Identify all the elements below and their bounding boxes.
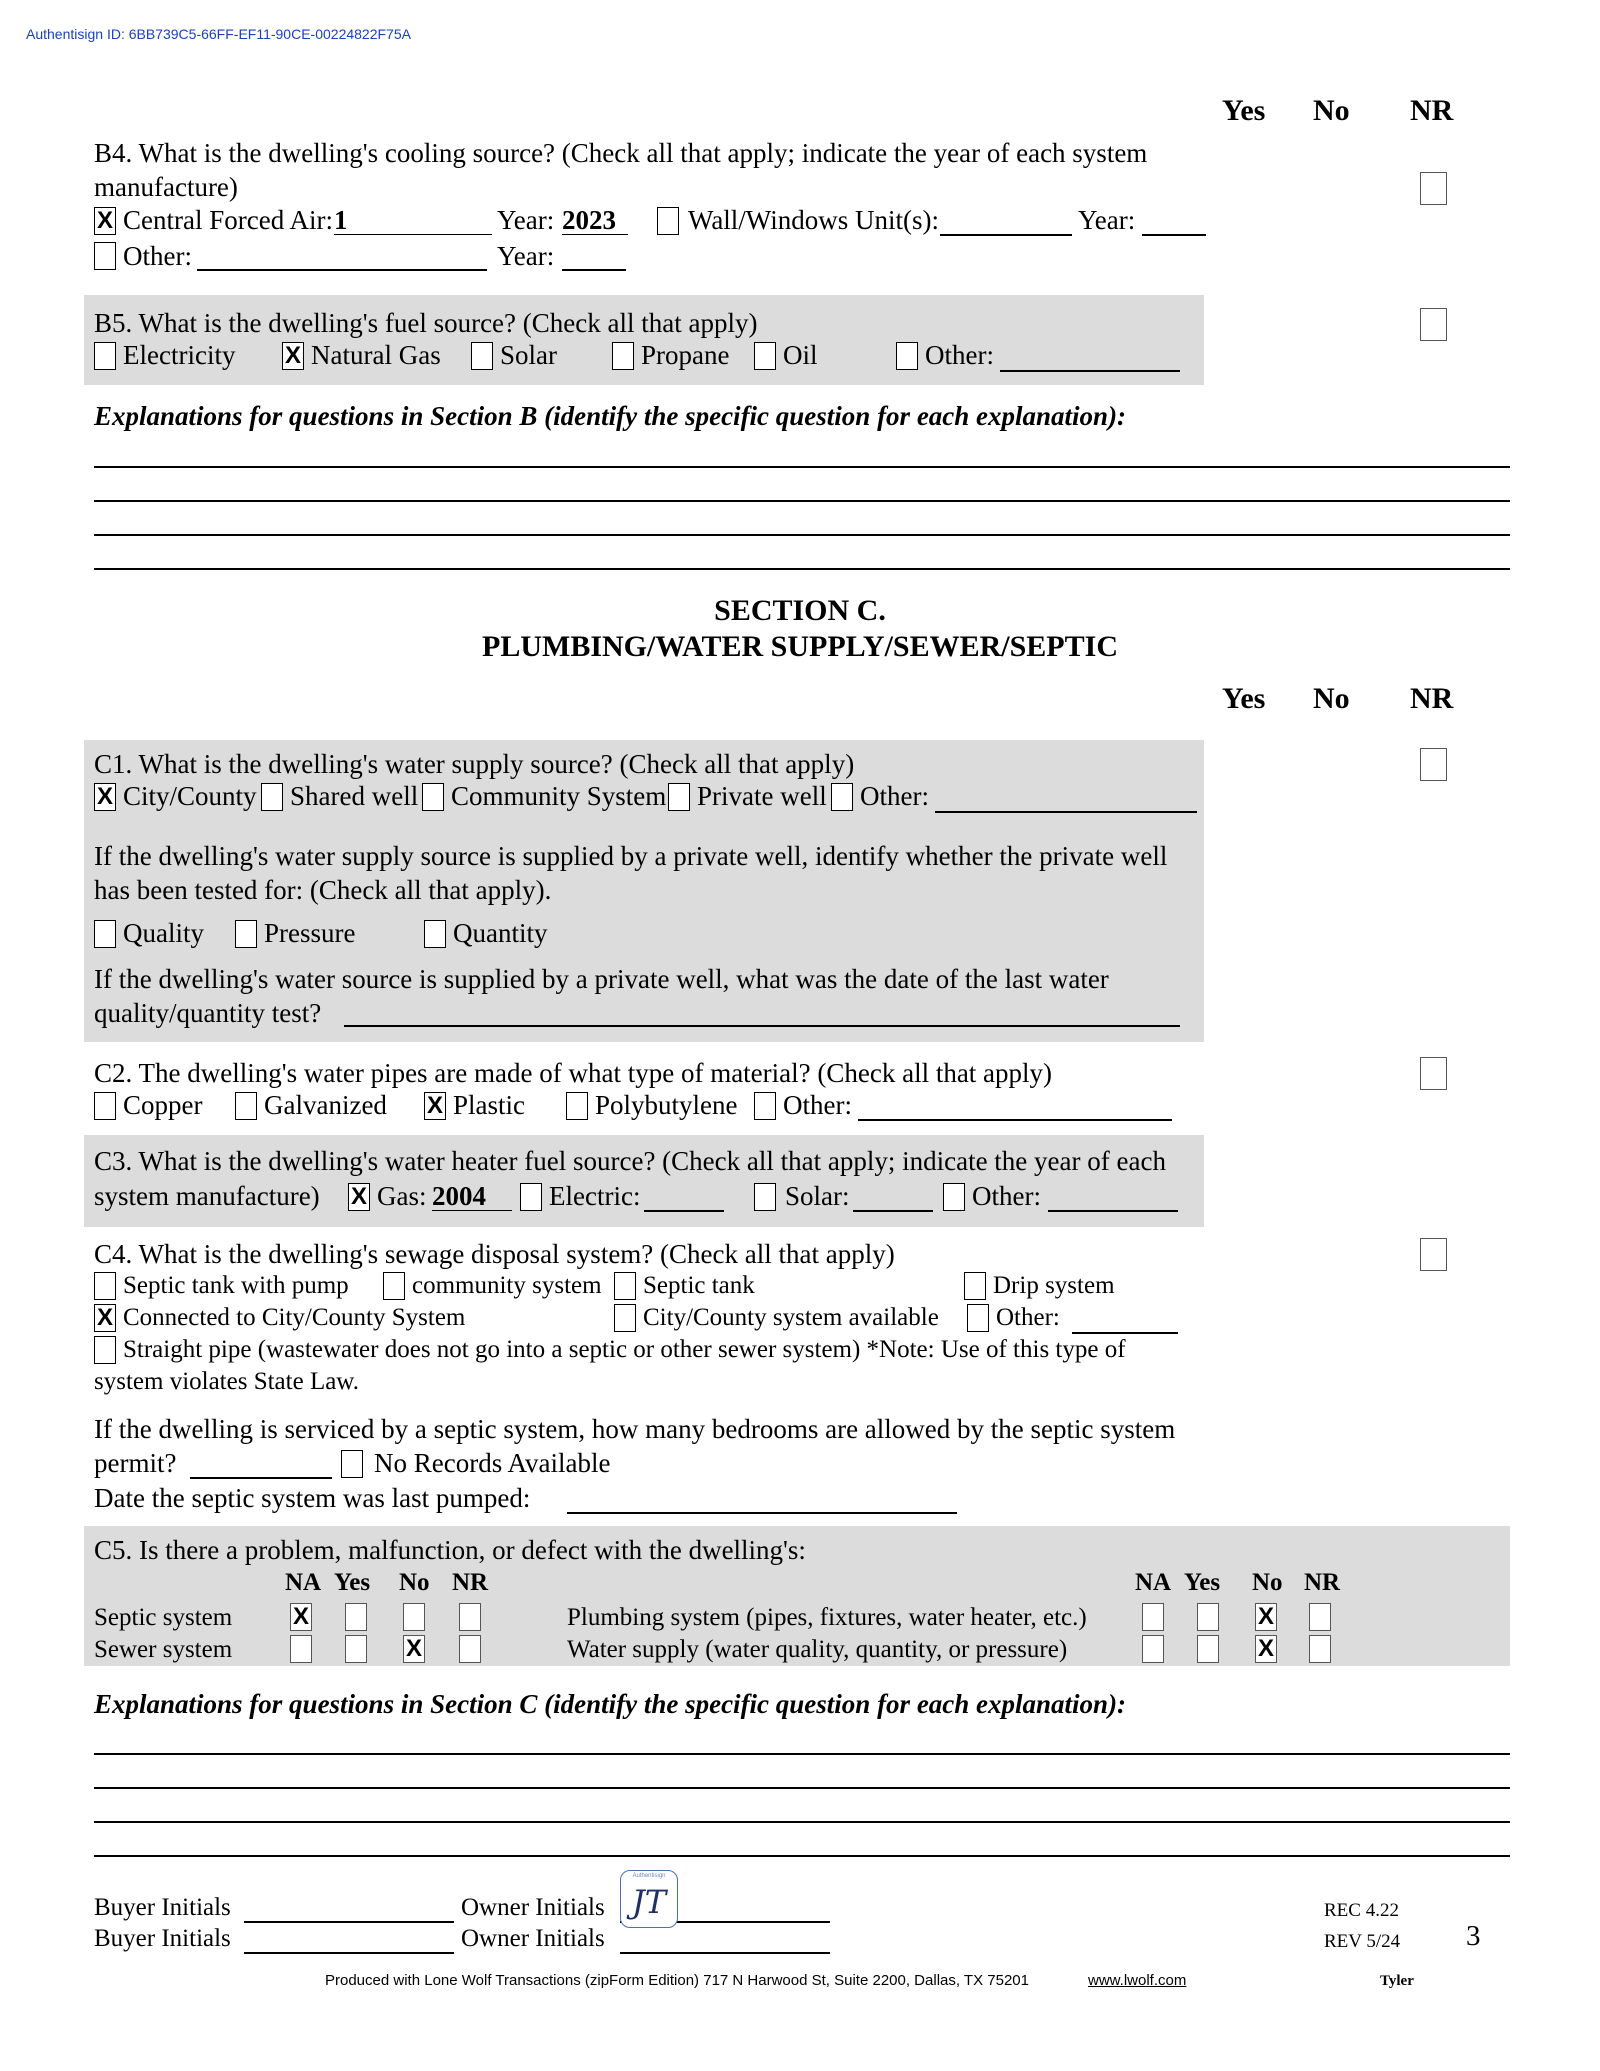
c3-gas-label: Gas:: [377, 1181, 427, 1211]
b5-oil-label: Oil: [783, 340, 818, 370]
c4-drip-label: Drip system: [993, 1272, 1115, 1299]
c2-copper-checkbox[interactable]: [94, 1092, 116, 1120]
b5-electricity-label: Electricity: [123, 340, 236, 370]
c3-electric-checkbox[interactable]: [520, 1183, 542, 1211]
b4-wall-year-field: [1142, 234, 1206, 236]
b4-other-label: Other:: [123, 241, 192, 271]
c1-community-checkbox[interactable]: [422, 783, 444, 811]
c1-date-line2: quality/quantity test?: [94, 998, 322, 1028]
c2-galvanized-label: Galvanized: [264, 1090, 387, 1120]
owner-initials-label-1: Owner Initials: [461, 1894, 605, 1921]
explain-c-heading: Explanations for questions in Section C (identify the specific question for each explanation):: [94, 1689, 1127, 1719]
c4-other-checkbox[interactable]: [967, 1304, 989, 1332]
c3-solar-field: [853, 1210, 933, 1212]
c1-nr-checkbox[interactable]: [1420, 748, 1447, 781]
c4-septic-tank-label: Septic tank: [643, 1272, 755, 1299]
section-c-title: SECTION C.: [714, 594, 886, 627]
b4-question-line2: manufacture): [94, 172, 238, 202]
c4-available-label: City/County system available: [643, 1304, 939, 1331]
c5-water-nr-checkbox[interactable]: [1309, 1635, 1331, 1663]
c5-septic-yes-checkbox[interactable]: [345, 1603, 367, 1631]
c1-private-well-label: Private well: [697, 781, 827, 811]
c1-city-county-checkbox[interactable]: X: [94, 783, 116, 811]
c5-right-col-na: NA: [1135, 1569, 1172, 1596]
b5-other-field: [1000, 370, 1180, 372]
c1-pressure-label: Pressure: [264, 918, 356, 948]
signature-initials: JT: [631, 1883, 667, 1921]
b4-other-field: [197, 269, 487, 271]
c4-question: C4. What is the dwelling's sewage disposal system? (Check all that apply): [94, 1239, 895, 1269]
c4-septic-pump-label: Septic tank with pump: [123, 1272, 349, 1299]
b4-other-checkbox[interactable]: [94, 242, 116, 270]
col-header-no: No: [1313, 94, 1350, 127]
b5-natural-gas-label: Natural Gas: [311, 340, 441, 370]
col-header-no-c: No: [1313, 682, 1350, 715]
b5-other-label: Other:: [925, 340, 994, 370]
c3-solar-checkbox[interactable]: [754, 1183, 776, 1211]
b4-central-air-checkbox[interactable]: X: [94, 207, 116, 235]
c4-community-label: community system: [412, 1272, 602, 1299]
c1-quantity-checkbox[interactable]: [424, 920, 446, 948]
c5-water-yes-checkbox[interactable]: [1197, 1635, 1219, 1663]
c5-plumbing-label: Plumbing system (pipes, fixtures, water heater, etc.): [567, 1604, 1087, 1631]
c4-no-records-label: No Records Available: [374, 1448, 611, 1478]
c2-polybutylene-checkbox[interactable]: [566, 1092, 588, 1120]
c3-line1: C3. What is the dwelling's water heater fuel source? (Check all that apply; indicate the year of each: [94, 1146, 1166, 1176]
c2-polybutylene-label: Polybutylene: [595, 1090, 738, 1120]
b4-wall-unit-checkbox[interactable]: [657, 207, 679, 235]
c3-electric-label: Electric:: [549, 1181, 641, 1211]
c4-bedrooms-field: [190, 1477, 332, 1479]
c2-nr-checkbox[interactable]: [1420, 1057, 1447, 1090]
c5-water-na-checkbox[interactable]: [1142, 1635, 1164, 1663]
b4-year-field: 2023: [562, 204, 628, 235]
c5-question: C5. Is there a problem, malfunction, or defect with the dwelling's:: [94, 1535, 806, 1565]
owner-initials-signature[interactable]: [620, 1870, 678, 1928]
b4-other-year-field: [562, 269, 626, 271]
c2-other-checkbox[interactable]: [754, 1092, 776, 1120]
c1-question: C1. What is the dwelling's water supply source? (Check all that apply): [94, 749, 855, 779]
c2-plastic-checkbox[interactable]: X: [424, 1092, 446, 1120]
c1-date-field: [344, 1025, 1180, 1027]
c3-solar-label: Solar:: [785, 1181, 850, 1211]
c5-water-supply-label: Water supply (water quality, quantity, or pressure): [567, 1636, 1068, 1663]
buyer-initials-label-2: Buyer Initials: [94, 1925, 231, 1952]
col-header-nr: NR: [1410, 94, 1454, 127]
c5-right-col-no: No: [1252, 1569, 1283, 1596]
signature-tag: Authentisign: [632, 1873, 666, 1879]
page-number: 3: [1466, 1920, 1481, 1952]
c3-other-label: Other:: [972, 1181, 1041, 1211]
c2-copper-label: Copper: [123, 1090, 203, 1120]
c4-other-label: Other:: [996, 1304, 1060, 1331]
c3-gas-field: 2004: [432, 1180, 512, 1211]
c5-left-col-no: No: [399, 1569, 430, 1596]
produced-with: Produced with Lone Wolf Transactions (zipForm Edition) 717 N Harwood St, Suite 2200, Dallas, TX 75201: [325, 1972, 1029, 1989]
c4-drip-checkbox[interactable]: [964, 1272, 986, 1300]
c1-private-well-checkbox[interactable]: [668, 783, 690, 811]
b5-solar-checkbox[interactable]: [471, 342, 493, 370]
c3-gas-checkbox[interactable]: X: [348, 1183, 370, 1211]
b4-year-label: Year:: [497, 205, 555, 235]
c1-other-checkbox[interactable]: [831, 783, 853, 811]
explain-b-line-1: [94, 466, 1510, 468]
c4-pumped-field: [567, 1512, 957, 1514]
form-rev: REV 5/24: [1324, 1931, 1401, 1952]
b4-other-year-label: Year:: [497, 241, 555, 271]
c1-other-field: [935, 811, 1197, 813]
c5-sewer-na-checkbox[interactable]: [290, 1635, 312, 1663]
c1-well-line1: If the dwelling's water supply source is supplied by a private well, identify whether the private well: [94, 841, 1168, 871]
c5-right-col-yes: Yes: [1184, 1569, 1221, 1596]
c5-septic-no-checkbox[interactable]: [403, 1603, 425, 1631]
c4-pumped-label: Date the septic system was last pumped:: [94, 1483, 531, 1513]
c1-quantity-label: Quantity: [453, 918, 548, 948]
b4-central-air-field: 1: [334, 204, 492, 235]
c4-community-checkbox[interactable]: [383, 1272, 405, 1300]
buyer-initials-field-1[interactable]: [244, 1921, 454, 1923]
explain-c-line-2: [94, 1787, 1510, 1789]
c5-septic-na-checkbox[interactable]: X: [290, 1603, 312, 1631]
b4-wall-unit-field: [940, 234, 1072, 236]
col-header-yes: Yes: [1222, 94, 1266, 127]
c4-straight-pipe-checkbox[interactable]: [94, 1336, 116, 1364]
c4-nr-checkbox[interactable]: [1420, 1238, 1447, 1271]
c3-electric-field: [644, 1210, 724, 1212]
b4-wall-unit-label: Wall/Windows Unit(s):: [688, 205, 939, 235]
c4-other-field: [1072, 1332, 1178, 1334]
c3-other-field: [1048, 1210, 1178, 1212]
c4-septic-tank-checkbox[interactable]: [614, 1272, 636, 1300]
c2-other-label: Other:: [783, 1090, 852, 1120]
explain-b-line-3: [94, 534, 1510, 536]
tyler-label: Tyler: [1380, 1973, 1414, 1989]
buyer-initials-field-2[interactable]: [244, 1952, 454, 1954]
c1-community-label: Community System: [451, 781, 667, 811]
b4-question-line1: B4. What is the dwelling's cooling source? (Check all that apply; indicate the year of each system: [94, 138, 1148, 168]
b5-other-checkbox[interactable]: [896, 342, 918, 370]
c4-no-records-checkbox[interactable]: [341, 1450, 363, 1478]
b5-propane-label: Propane: [641, 340, 730, 370]
c4-connected-checkbox[interactable]: X: [94, 1304, 116, 1332]
c5-sewer-nr-checkbox[interactable]: [459, 1635, 481, 1663]
c2-galvanized-checkbox[interactable]: [235, 1092, 257, 1120]
c5-plumbing-yes-checkbox[interactable]: [1197, 1603, 1219, 1631]
b5-question: B5. What is the dwelling's fuel source? (Check all that apply): [94, 308, 758, 338]
c4-septic-pump-checkbox[interactable]: [94, 1272, 116, 1300]
c5-septic-label: Septic system: [94, 1604, 233, 1631]
b5-electricity-checkbox[interactable]: [94, 342, 116, 370]
form-rec: REC 4.22: [1324, 1900, 1399, 1921]
c5-right-col-nr: NR: [1304, 1569, 1341, 1596]
c5-plumbing-no-checkbox[interactable]: X: [1255, 1603, 1277, 1631]
c5-plumbing-na-checkbox[interactable]: [1142, 1603, 1164, 1631]
b5-natural-gas-checkbox[interactable]: X: [282, 342, 304, 370]
c1-quality-label: Quality: [123, 918, 204, 948]
explain-c-line-3: [94, 1821, 1510, 1823]
c5-sewer-label: Sewer system: [94, 1636, 233, 1663]
section-c-subtitle: PLUMBING/WATER SUPPLY/SEWER/SEPTIC: [482, 630, 1118, 663]
c4-violates: system violates State Law.: [94, 1368, 359, 1395]
explain-b-line-4: [94, 568, 1510, 570]
c1-pressure-checkbox[interactable]: [235, 920, 257, 948]
c5-plumbing-nr-checkbox[interactable]: [1309, 1603, 1331, 1631]
owner-initials-label-2: Owner Initials: [461, 1925, 605, 1952]
c1-quality-checkbox[interactable]: [94, 920, 116, 948]
b4-nr-checkbox[interactable]: [1420, 172, 1447, 205]
authentisign-id: Authentisign ID: 6BB739C5-66FF-EF11-90CE-00224822F75A: [26, 26, 411, 42]
b5-nr-checkbox[interactable]: [1420, 308, 1447, 341]
lwolf-link[interactable]: www.lwolf.com: [1088, 1972, 1187, 1989]
buyer-initials-label-1: Buyer Initials: [94, 1894, 231, 1921]
col-header-nr-c: NR: [1410, 682, 1454, 715]
c5-left-col-na: NA: [285, 1569, 322, 1596]
c1-other-label: Other:: [860, 781, 929, 811]
c5-left-col-yes: Yes: [334, 1569, 371, 1596]
c1-date-line1: If the dwelling's water source is supplied by a private well, what was the date of the last water: [94, 964, 1109, 994]
c1-shared-well-label: Shared well: [290, 781, 419, 811]
explain-c-line-4: [94, 1855, 1510, 1857]
b5-oil-checkbox[interactable]: [754, 342, 776, 370]
c4-available-checkbox[interactable]: [614, 1304, 636, 1332]
c1-shared-well-checkbox[interactable]: [261, 783, 283, 811]
c3-other-checkbox[interactable]: [943, 1183, 965, 1211]
c5-left-col-nr: NR: [452, 1569, 489, 1596]
c4-bedrooms-line2: permit?: [94, 1448, 177, 1478]
b5-propane-checkbox[interactable]: [612, 342, 634, 370]
explain-b-line-2: [94, 500, 1510, 502]
c3-line2: system manufacture): [94, 1181, 320, 1211]
c5-septic-nr-checkbox[interactable]: [459, 1603, 481, 1631]
b5-solar-label: Solar: [500, 340, 557, 370]
explain-b-heading: Explanations for questions in Section B (identify the specific question for each explanation):: [94, 401, 1127, 431]
col-header-yes-c: Yes: [1222, 682, 1266, 715]
owner-initials-field-2[interactable]: [620, 1952, 830, 1954]
c5-sewer-yes-checkbox[interactable]: [345, 1635, 367, 1663]
c5-sewer-no-checkbox[interactable]: X: [403, 1635, 425, 1663]
c2-question: C2. The dwelling's water pipes are made of what type of material? (Check all that apply): [94, 1058, 1053, 1088]
c4-bedrooms-line1: If the dwelling is serviced by a septic system, how many bedrooms are allowed by the septic system: [94, 1414, 1176, 1444]
c1-well-line2: has been tested for: (Check all that apply).: [94, 875, 552, 905]
explain-c-line-1: [94, 1753, 1510, 1755]
c2-plastic-label: Plastic: [453, 1090, 525, 1120]
c4-straight-pipe-label: Straight pipe (wastewater does not go into a septic or other sewer system) *Note: Use of this type of: [123, 1336, 1126, 1363]
c1-city-county-label: City/County: [123, 781, 257, 811]
c2-other-field: [858, 1119, 1172, 1121]
c5-water-no-checkbox[interactable]: X: [1255, 1635, 1277, 1663]
c4-connected-label: Connected to City/County System: [123, 1304, 466, 1331]
b4-wall-year-label: Year:: [1078, 205, 1136, 235]
b4-central-air-label: Central Forced Air:: [123, 205, 333, 235]
